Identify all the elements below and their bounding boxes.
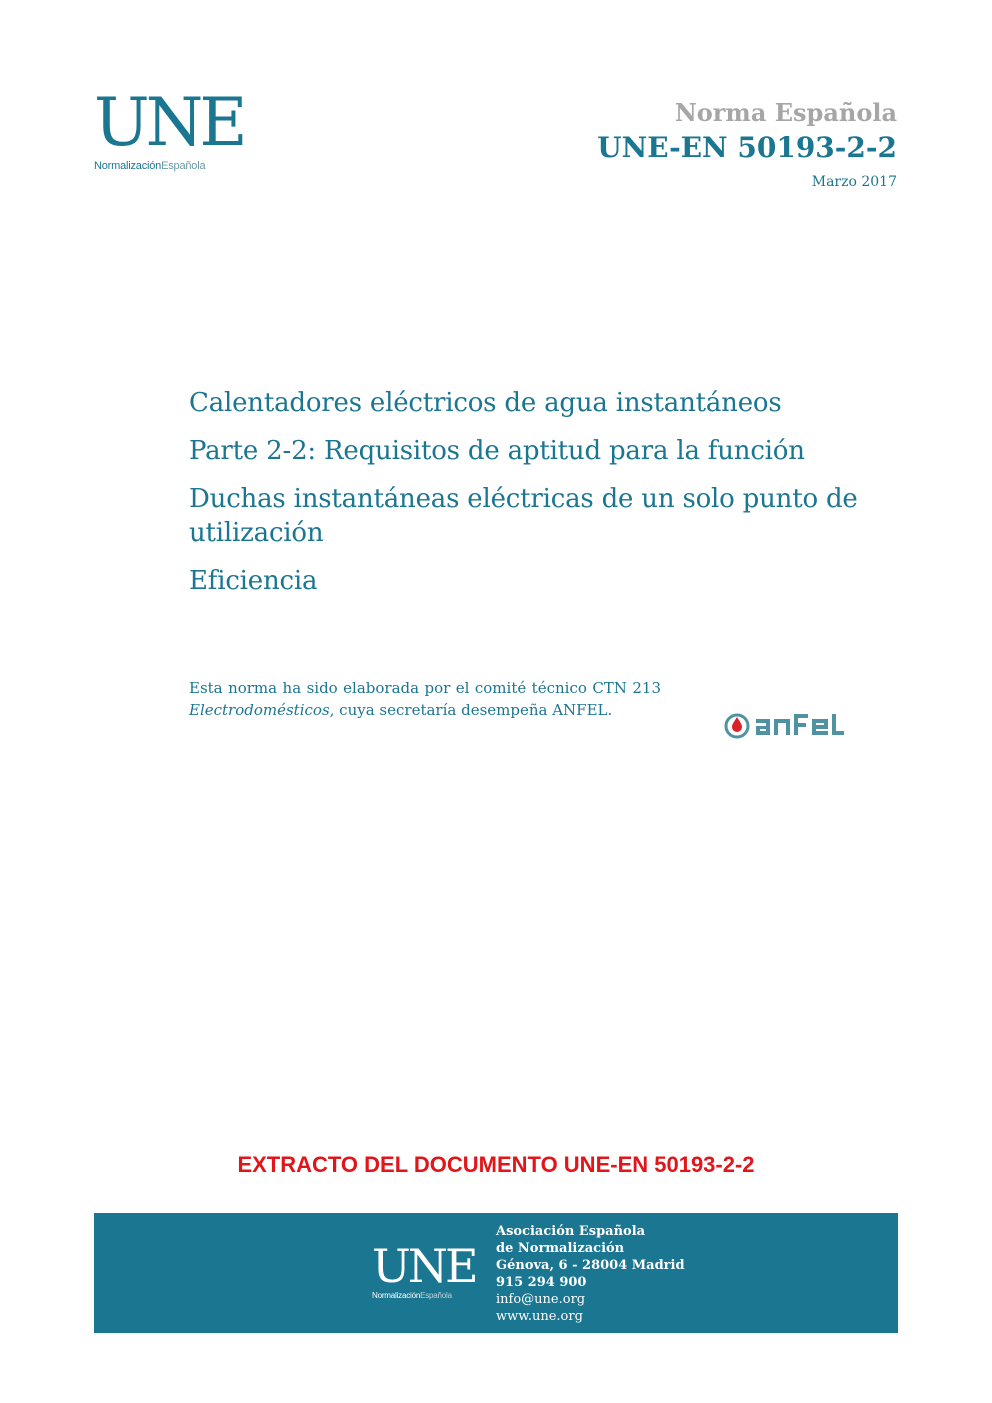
title-main: Calentadores eléctricos de agua instantáneos (189, 388, 782, 418)
website-link[interactable]: www.une.org (496, 1309, 583, 1324)
une-footer-logo (372, 1239, 476, 1300)
une-footer-logo-text: UNE (372, 1239, 476, 1293)
committee-name: Electrodomésticos (189, 701, 330, 719)
une-logo-text: UNE (94, 84, 244, 161)
title-aspect: Eficiencia (189, 566, 318, 596)
document-titles (189, 386, 869, 612)
publication-date: Marzo 2017 (811, 174, 897, 190)
extract-notice: EXTRACTO DEL DOCUMENTO UNE-EN 50193-2-2 (237, 1152, 755, 1177)
une-footer-subtitle-light: Española (420, 1291, 452, 1300)
une-logo-subtitle-main: Normalización (94, 160, 162, 172)
une-footer-subtitle-main: Normalización (372, 1291, 421, 1300)
phone-number: 915 294 900 (496, 1275, 587, 1290)
email-link[interactable]: info@une.org (496, 1292, 586, 1307)
contact-address (496, 1223, 685, 1325)
address-line: de Normalización (496, 1241, 625, 1256)
standard-code: UNE-EN 50193-2-2 (597, 131, 897, 164)
une-logo-subtitle (94, 160, 254, 172)
anfel-logo (724, 711, 864, 741)
committee-text-after: , cuya secretaría desempeña ANFEL. (329, 701, 613, 719)
standard-header (597, 98, 897, 190)
footer-band (94, 1213, 898, 1333)
title-part: Parte 2-2: Requisitos de aptitud para la función (189, 436, 805, 466)
committee-statement (189, 677, 661, 721)
address-line: Génova, 6 - 28004 Madrid (496, 1258, 685, 1273)
title-subject: Duchas instantáneas eléctricas de un solo punto de utilización (189, 484, 858, 548)
anfel-wordmark (754, 711, 862, 739)
une-logo (94, 84, 254, 180)
une-logo-subtitle-light: Española (161, 160, 206, 172)
anfel-drop-icon (724, 711, 750, 739)
committee-text-before: Esta norma ha sido elaborada por el comité técnico CTN 213 (189, 679, 661, 697)
address-line: Asociación Española (496, 1224, 646, 1239)
norma-label: Norma Española (674, 98, 897, 127)
